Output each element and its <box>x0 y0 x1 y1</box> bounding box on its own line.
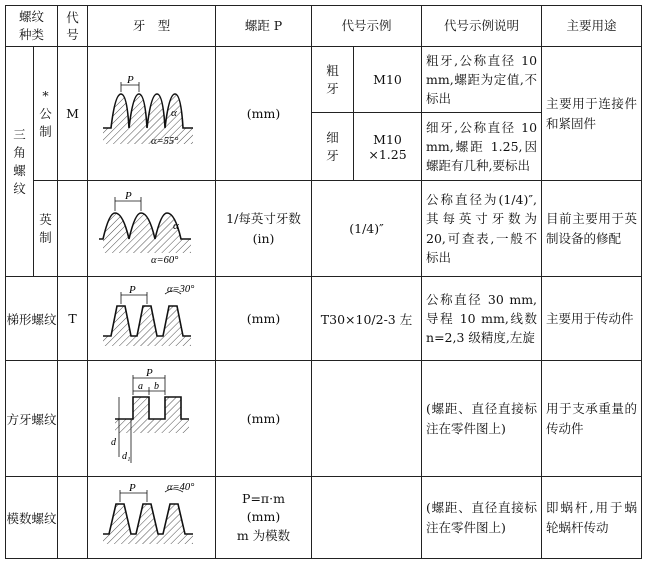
module-profile-diagram <box>88 477 216 559</box>
module-p-label: P <box>128 482 136 495</box>
metric-fine-type: 细 牙 <box>312 113 354 181</box>
module-pitch: P=π·m (mm) m 为模数 <box>216 477 312 559</box>
trapezoid-profile-diagram <box>88 277 216 361</box>
header-explain: 代号示例说明 <box>422 6 542 47</box>
metric-name: * 公 制 <box>34 47 58 181</box>
square-pitch: (mm) <box>216 361 312 477</box>
row-imperial <box>6 181 642 277</box>
metric-fine-example: M10 ×1.25 <box>354 113 422 181</box>
imperial-alpha-label: α <box>172 220 179 233</box>
metric-coarse-explain: 粗牙,公称直径 10 mm,螺距为定值,不标出 <box>422 47 542 113</box>
square-code <box>58 361 88 477</box>
square-d1-label: d₁ <box>121 451 130 463</box>
imperial-p-label: P <box>124 190 132 203</box>
metric-code: M <box>58 47 88 181</box>
module-code <box>58 477 88 559</box>
header-profile: 牙 型 <box>88 6 216 47</box>
trapezoid-angle-label: α=30° <box>166 284 194 296</box>
header-usage: 主要用途 <box>542 6 642 47</box>
trapezoid-code: T <box>58 277 88 361</box>
module-example <box>312 477 422 559</box>
imperial-explain: 公称直径为(1/4)″,其每英寸牙数为 20,可查表,一般不标出 <box>422 181 542 277</box>
trapezoid-thread-profile <box>93 280 211 354</box>
thread-types-table <box>5 5 642 559</box>
square-a-label: a <box>137 381 143 393</box>
imperial-pitch: 1/每英寸牙数 (in) <box>216 181 312 277</box>
header-code: 代 号 <box>58 6 88 47</box>
square-name: 方牙螺纹 <box>6 361 58 477</box>
trapezoid-pitch: (mm) <box>216 277 312 361</box>
metric-pitch: (mm) <box>216 47 312 181</box>
trapezoid-usage: 主要用于传动件 <box>542 277 642 361</box>
imperial-usage: 目前主要用于英制设备的修配 <box>542 181 642 277</box>
square-thread-profile <box>93 367 211 467</box>
square-explain: (螺距、直径直接标注在零件图上) <box>422 361 542 477</box>
square-usage: 用于支承重量的传动件 <box>542 361 642 477</box>
imperial-example: (1/4)″ <box>312 181 422 277</box>
module-usage: 即蜗杆,用于蜗轮蜗杆传动 <box>542 477 642 559</box>
imperial-profile-diagram <box>88 181 216 277</box>
imperial-thread-profile <box>93 187 211 267</box>
row-module <box>6 477 642 559</box>
square-example <box>312 361 422 477</box>
square-p-label: P <box>145 367 153 380</box>
header-kind: 螺纹 种类 <box>6 6 58 47</box>
imperial-code <box>58 181 88 277</box>
metric-angle-label: α=55° <box>150 136 178 148</box>
imperial-angle-label: α=60° <box>150 255 178 267</box>
trapezoid-example: T30×10/2-3 左 <box>312 277 422 361</box>
triangle-group-label: 三 角 螺 纹 <box>6 47 34 277</box>
module-thread-profile <box>93 480 211 552</box>
square-profile-diagram <box>88 361 216 477</box>
module-explain: (螺距、直径直接标注在零件图上) <box>422 477 542 559</box>
metric-usage: 主要用于连接件和紧固件 <box>542 47 642 181</box>
metric-coarse-example: M10 <box>354 47 422 113</box>
header-example: 代号示例 <box>312 6 422 47</box>
row-square <box>6 361 642 477</box>
metric-alpha-label: α <box>170 107 177 120</box>
metric-profile-diagram <box>88 47 216 181</box>
imperial-name: 英 制 <box>34 181 58 277</box>
metric-p-label: P <box>126 74 134 87</box>
trapezoid-p-label: P <box>128 284 136 297</box>
square-b-label: b <box>153 381 159 393</box>
metric-coarse-type: 粗 牙 <box>312 47 354 113</box>
row-trapezoid <box>6 277 642 361</box>
trapezoid-name: 梯形螺纹 <box>6 277 58 361</box>
metric-fine-explain: 细牙,公称直径 10 mm,螺距 1.25,因螺距有几种,要标出 <box>422 113 542 181</box>
header-row <box>6 6 642 47</box>
square-d-label: d <box>110 437 116 449</box>
header-pitch: 螺距 P <box>216 6 312 47</box>
module-name: 模数螺纹 <box>6 477 58 559</box>
row-metric-coarse <box>6 47 642 113</box>
trapezoid-explain: 公称直径 30 mm,导程 10 mm,线数 n=2,3 级精度,左旋 <box>422 277 542 361</box>
module-angle-label: α=40° <box>166 482 194 494</box>
metric-thread-profile <box>93 72 211 152</box>
